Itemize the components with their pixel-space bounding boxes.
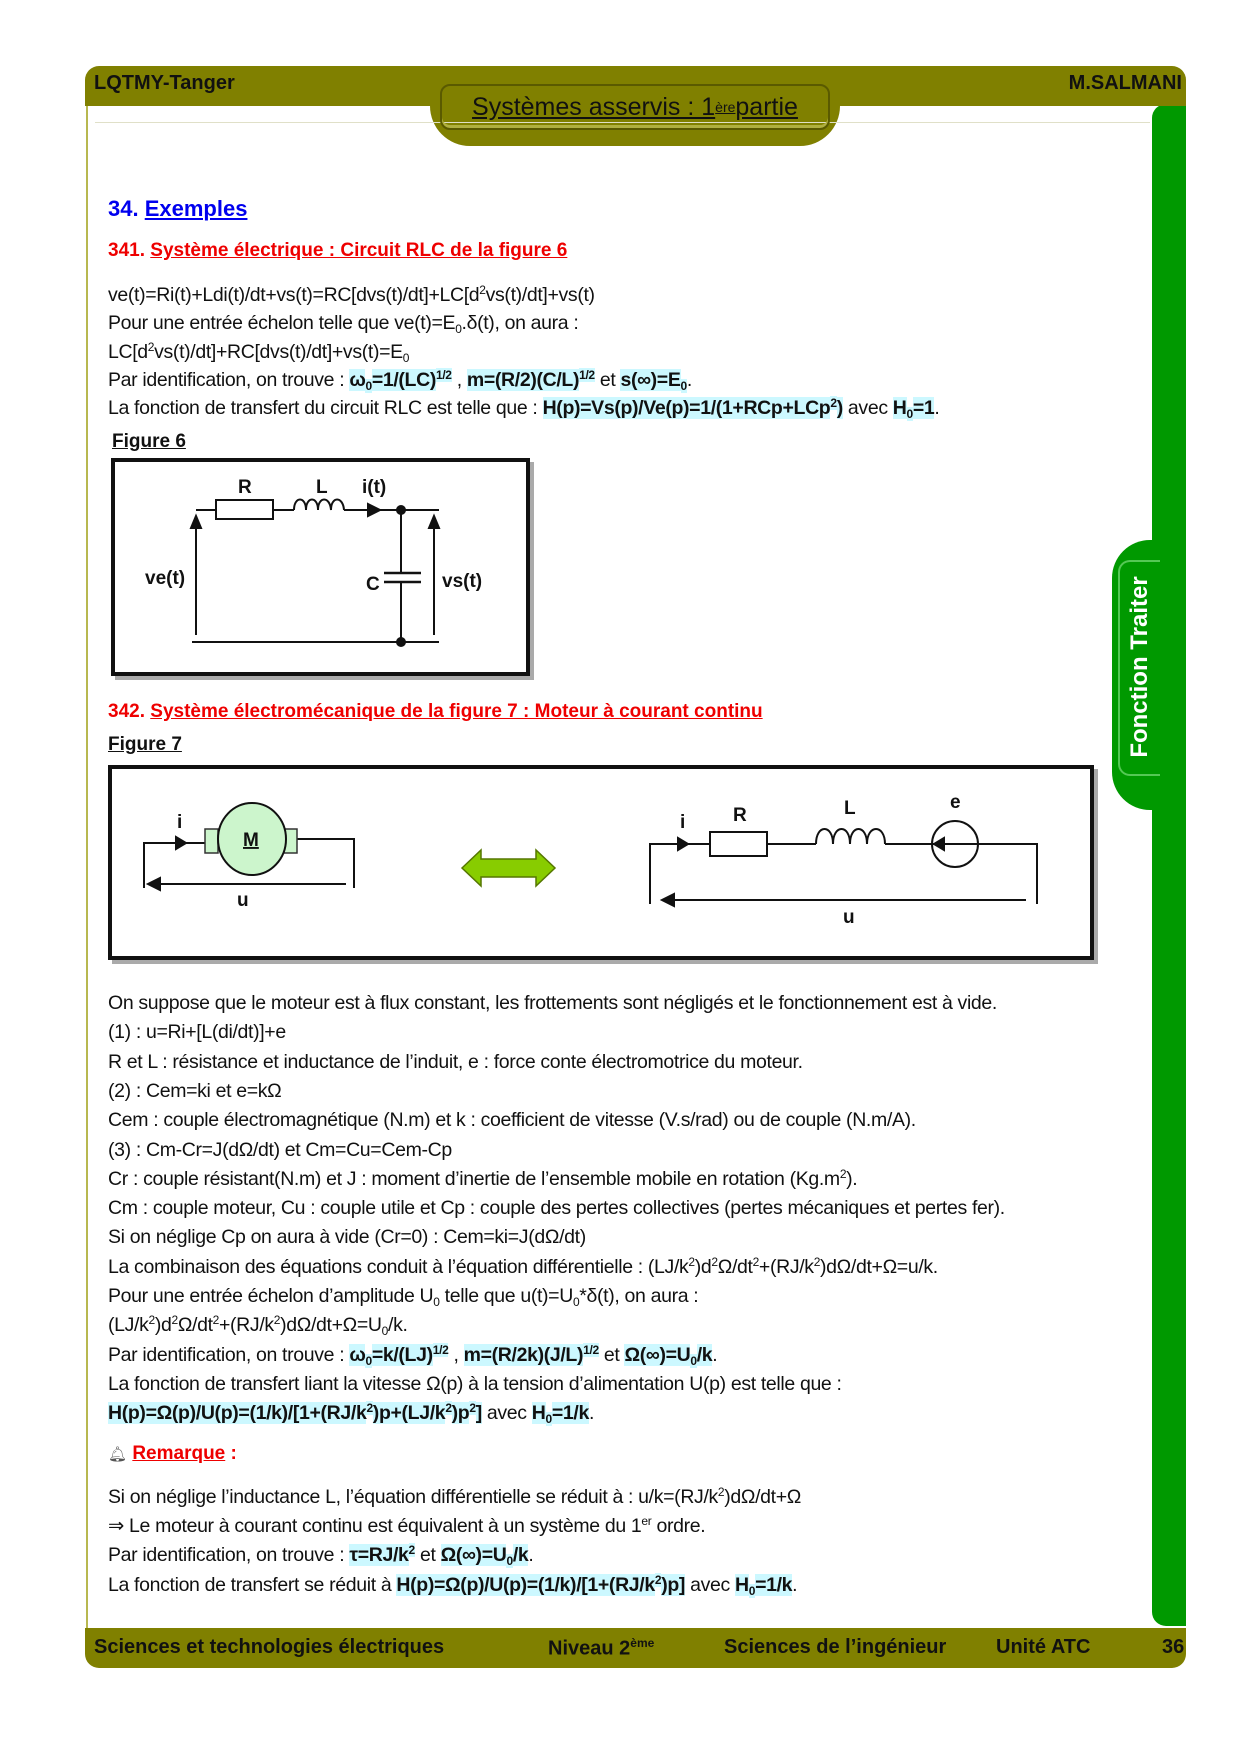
resistor-symbol	[216, 500, 273, 519]
subsection-342-heading	[108, 701, 763, 723]
text-segment: On suppose que le moteur est à flux constant, les frottements sont négligés et le fonctionnement est à vide.	[108, 992, 997, 1014]
highlighted-formula: 0	[680, 379, 687, 393]
highlighted-formula: 2	[830, 396, 837, 410]
title-end: partie	[735, 92, 798, 121]
highlighted-formula: 0	[545, 1412, 552, 1426]
text-segment: +(RJ/k	[758, 1256, 814, 1278]
figure-7-label: Figure 7	[108, 734, 182, 755]
text-segment: er	[641, 1514, 652, 1528]
text-segment: ve(t)=Ri(t)+Ldi(t)/dt+vs(t)=RC[dvs(t)/dt]+LC[d	[108, 284, 480, 306]
figure-6-label: Figure 6	[112, 431, 186, 452]
highlighted-formula: =1/k	[755, 1574, 793, 1596]
text-segment: .	[686, 369, 692, 391]
text-segment: (1) : u=Ri+[L(di/dt)]+e	[108, 1021, 286, 1043]
highlighted-formula: H	[531, 1402, 546, 1424]
highlighted-formula: 2	[408, 1543, 415, 1557]
inductor-symbol	[294, 500, 344, 511]
text-segment: 2	[212, 1313, 219, 1327]
page-number: 36	[1162, 1636, 1185, 1658]
highlighted-formula: H(p)=Ω(p)/U(p)=(1/k)/[1+(RJ/k	[108, 1402, 367, 1424]
motor-label-M: M	[243, 830, 259, 851]
highlighted-formula: =1/k	[551, 1402, 589, 1424]
text-segment: Par identification, on trouve :	[108, 1344, 350, 1366]
eq-label-u: u	[843, 907, 855, 928]
highlighted-formula: 0	[365, 379, 372, 393]
text-segment: avec	[685, 1574, 735, 1596]
text-segment: Pour une entrée échelon d’amplitude U	[108, 1285, 434, 1307]
text-segment: La fonction de transfert se réduit à	[108, 1574, 397, 1596]
text-segment: 2	[711, 1255, 718, 1269]
eq-label-R: R	[733, 805, 747, 826]
text-segment: LC[d	[108, 341, 148, 363]
highlighted-formula: τ=RJ/k	[349, 1544, 409, 1566]
eq-label-i: i	[680, 812, 686, 833]
equivalence-double-arrow-icon	[462, 850, 555, 886]
label-C: C	[366, 574, 380, 595]
side-green-bar	[1152, 104, 1186, 1626]
text-segment: Si on néglige Cp on aura à vide (Cr=0) : Cem=ki=J(dΩ/dt)	[108, 1226, 586, 1248]
text-line	[108, 989, 997, 1017]
highlighted-formula: )p	[451, 1402, 470, 1424]
dc-motor-diagram	[112, 769, 1090, 956]
vs-arrow-head	[429, 516, 439, 528]
text-segment: (2) : Cem=ki et e=kΩ	[108, 1080, 282, 1102]
highlighted-formula: H	[735, 1574, 749, 1596]
text-line	[108, 1194, 1005, 1222]
text-segment: La combinaison des équations conduit à l’équation différentielle : (LJ/k	[108, 1256, 689, 1278]
footer-field: Sciences de l’ingénieur	[724, 1636, 947, 1658]
text-segment: La fonction de transfert liant la vitesse Ω(p) à la tension d’alimentation U(p) est telle que :	[108, 1373, 842, 1395]
side-tab-label: Fonction Traiter	[1126, 576, 1153, 758]
remark-colon: :	[225, 1443, 237, 1464]
text-line	[108, 1282, 698, 1310]
subsection-title: Système électromécanique de la figure 7 : Moteur à courant continu	[150, 701, 763, 722]
author-name: M.SALMANI	[1068, 72, 1182, 94]
remark-title: Remarque	[132, 1443, 226, 1464]
highlighted-formula: H(p)=Vs(p)/Ve(p)=1/(1+RCp+LCp	[542, 397, 831, 419]
equivalent-u-arrow-head	[662, 894, 674, 906]
text-segment: avec	[481, 1402, 532, 1424]
footer-unit: Unité ATC	[996, 1636, 1091, 1658]
bell-icon: 🔔︎	[108, 1446, 128, 1463]
text-segment: 2	[147, 340, 155, 354]
emf-arrow	[934, 838, 944, 850]
highlighted-formula: 2	[469, 1401, 476, 1415]
highlighted-formula: ω	[349, 1344, 366, 1366]
text-line	[108, 1370, 842, 1398]
text-segment: 2	[688, 1255, 695, 1269]
text-segment: +(RJ/k	[219, 1314, 274, 1336]
ve-arrow-head	[191, 516, 201, 528]
text-line	[108, 1165, 857, 1193]
highlighted-formula: 0	[365, 1354, 372, 1368]
highlighted-formula: /k	[512, 1544, 529, 1566]
highlighted-formula: /k	[696, 1344, 713, 1366]
highlighted-formula: s(∞)=E	[620, 369, 681, 391]
text-segment: 2	[839, 1167, 847, 1181]
text-segment: 2	[148, 1313, 155, 1327]
subsection-title: Système électrique : Circuit RLC de la figure 6	[150, 240, 568, 261]
motor-current-arrow	[176, 837, 186, 849]
text-segment: ).	[846, 1168, 858, 1190]
text-segment: R et L : résistance et inductance de l’induit, e : force conte électromotrice du moteur.	[108, 1051, 803, 1073]
subsection-number: 342.	[108, 701, 145, 722]
footer-subject: Sciences et technologies électriques	[94, 1636, 445, 1658]
text-segment: ⇒ Le moteur à courant continu est équivalent à un système du 1	[108, 1515, 642, 1537]
highlighted-formula: =1	[912, 397, 935, 419]
title-sup: ère	[715, 99, 736, 115]
text-line	[108, 1077, 281, 1105]
highlighted-formula: m=(R/2)(C/L)	[466, 369, 580, 391]
text-segment: Si on néglige l’inductance L, l’équation différentielle se réduit à : u/k=(RJ/k	[108, 1486, 718, 1508]
text-line	[108, 1223, 586, 1251]
highlighted-formula: ]	[475, 1402, 482, 1424]
remark-heading	[108, 1443, 237, 1465]
text-segment: Par identification, on trouve :	[108, 369, 350, 391]
text-segment: 0	[381, 1324, 388, 1338]
highlighted-formula: H	[892, 397, 907, 419]
text-segment: 0	[572, 1295, 580, 1309]
highlighted-formula: 1/2	[432, 1343, 449, 1357]
figure-7-dc-motor	[108, 765, 1094, 960]
text-segment: Cem : couple électromagnétique (N.m) et k : coefficient de vitesse (V.s/rad) ou de couple (N.m/A).	[108, 1109, 916, 1131]
text-segment: )d	[154, 1314, 172, 1336]
subsection-number: 341.	[108, 240, 145, 261]
text-line	[108, 1571, 797, 1599]
highlighted-formula: 0	[906, 407, 913, 421]
text-segment: 2	[479, 283, 486, 297]
highlighted-formula: =1/(LC)	[371, 369, 436, 391]
section-heading	[108, 196, 247, 222]
equivalent-current-arrow	[678, 838, 688, 850]
text-segment: et	[414, 1544, 441, 1566]
highlighted-formula: 2	[445, 1401, 452, 1415]
text-line	[108, 394, 939, 422]
text-segment: 0	[455, 322, 462, 336]
text-segment: La fonction de transfert du circuit RLC est telle que :	[108, 397, 543, 419]
motor-label-i: i	[177, 812, 183, 833]
text-segment: ordre.	[651, 1515, 706, 1537]
text-segment: .	[792, 1574, 798, 1596]
equivalent-inductor	[816, 829, 885, 844]
text-line	[108, 1311, 408, 1339]
label-ve: ve(t)	[145, 568, 186, 589]
text-line	[108, 1399, 594, 1427]
text-segment: .	[712, 1344, 718, 1366]
text-segment: 2	[717, 1485, 725, 1499]
text-segment: Cr : couple résistant(N.m) et J : moment d’inertie de l’ensemble mobile en rotation (Kg.m	[108, 1168, 840, 1190]
text-segment: Cm : couple moteur, Cu : couple utile et Cp : couple des pertes collectives (pertes mécaniques et pertes fer).	[108, 1197, 1005, 1219]
text-segment: )dΩ/dt+Ω	[724, 1486, 802, 1508]
school-name: LQTMY-Tanger	[94, 72, 235, 94]
text-line	[108, 366, 692, 394]
label-current: i(t)	[362, 477, 387, 498]
text-segment: )dΩ/dt+Ω=U	[280, 1314, 382, 1336]
equivalent-resistor	[710, 832, 767, 856]
subsection-341-heading	[108, 240, 567, 262]
highlighted-formula: =k/(LJ)	[371, 1344, 433, 1366]
highlighted-formula: )p+(LJ/k	[372, 1402, 446, 1424]
text-segment: et	[598, 1344, 625, 1366]
highlighted-formula: 0	[748, 1584, 756, 1598]
node-bottom	[397, 638, 405, 646]
text-segment: ,	[451, 369, 467, 391]
motor-u-arrow-head	[148, 878, 160, 890]
highlighted-formula: )p]	[661, 1574, 686, 1596]
text-segment: /k.	[388, 1314, 408, 1336]
text-segment: 2	[752, 1255, 759, 1269]
text-segment: .	[528, 1544, 534, 1566]
text-segment: .	[588, 1402, 595, 1424]
text-segment: 0	[433, 1295, 440, 1309]
label-L: L	[316, 477, 328, 498]
label-vs: vs(t)	[442, 571, 483, 592]
label-R: R	[238, 477, 252, 498]
text-segment: vs(t)/dt]+RC[dvs(t)/dt]+vs(t)=E	[154, 341, 403, 363]
highlighted-formula: H(p)=Ω(p)/U(p)=(1/k)/[1+(RJ/k	[396, 1574, 655, 1596]
text-line	[108, 1018, 286, 1046]
page-title	[440, 84, 830, 130]
node-top	[397, 506, 405, 514]
rlc-circuit-diagram	[115, 462, 526, 672]
text-segment: .	[934, 397, 940, 419]
capacitor-symbol	[384, 573, 421, 582]
section-number: 34.	[108, 196, 139, 221]
text-segment: 0	[402, 351, 410, 365]
text-segment: Ω/dt	[177, 1314, 213, 1336]
text-segment: Ω/dt	[717, 1256, 753, 1278]
text-segment: telle que u(t)=U	[439, 1285, 573, 1307]
highlighted-formula: 0	[506, 1554, 513, 1568]
highlighted-formula: 1/2	[579, 368, 595, 382]
highlighted-formula: 2	[366, 1401, 373, 1415]
highlighted-formula: 1/2	[583, 1343, 599, 1357]
text-segment: 2	[171, 1313, 178, 1327]
text-segment: .δ(t), on aura :	[461, 312, 579, 334]
text-line	[108, 1136, 452, 1164]
equivalent-circuit-wires	[650, 844, 1037, 904]
highlighted-formula: )	[836, 397, 843, 419]
text-segment: )d	[694, 1256, 712, 1278]
text-line	[108, 1483, 801, 1511]
text-line	[108, 338, 409, 366]
highlighted-formula: Ω(∞)=U	[624, 1344, 691, 1366]
text-line	[108, 1106, 916, 1134]
highlighted-formula: m=(R/2k)(J/L)	[463, 1344, 584, 1366]
current-arrow	[368, 504, 380, 516]
text-segment: )dΩ/dt+Ω=u/k.	[820, 1256, 938, 1278]
text-segment: avec	[842, 397, 893, 419]
text-segment: Pour une entrée échelon telle que ve(t)=E	[108, 312, 456, 334]
text-segment: 2	[813, 1255, 821, 1269]
text-segment: et	[594, 369, 621, 391]
text-segment: (3) : Cm-Cr=J(dΩ/dt) et Cm=Cu=Cem-Cp	[108, 1139, 452, 1161]
text-line	[108, 1048, 803, 1076]
highlighted-formula: 2	[654, 1573, 662, 1587]
eq-label-e: e	[950, 792, 961, 813]
text-line	[108, 1541, 533, 1569]
text-segment: *δ(t), on aura :	[579, 1285, 699, 1307]
eq-label-L: L	[844, 798, 856, 819]
footer-level-text: Niveau 2	[548, 1637, 631, 1660]
highlighted-formula: Ω(∞)=U	[440, 1544, 507, 1566]
text-line	[108, 309, 578, 337]
text-line	[108, 1341, 717, 1369]
highlighted-formula: 0	[690, 1354, 697, 1368]
page-border	[86, 106, 88, 1632]
text-segment: (LJ/k	[108, 1314, 149, 1336]
text-line	[108, 281, 595, 309]
section-title: Exemples	[144, 196, 248, 221]
text-line	[108, 1253, 938, 1281]
text-segment: vs(t)/dt]+vs(t)	[485, 284, 595, 306]
figure-6-rlc-circuit	[111, 458, 530, 676]
footer-level	[548, 1636, 654, 1661]
highlighted-formula: ω	[349, 369, 366, 391]
text-segment: 2	[273, 1313, 281, 1327]
motor-label-u: u	[237, 890, 249, 911]
motor-brush-left	[205, 829, 218, 853]
title-text: Systèmes asservis : 1	[472, 92, 716, 121]
text-segment: Par identification, on trouve :	[108, 1544, 350, 1566]
text-segment: ,	[448, 1344, 464, 1366]
highlighted-formula: 1/2	[436, 368, 452, 382]
footer-level-sup: ème	[630, 1636, 655, 1650]
text-line	[108, 1512, 705, 1540]
